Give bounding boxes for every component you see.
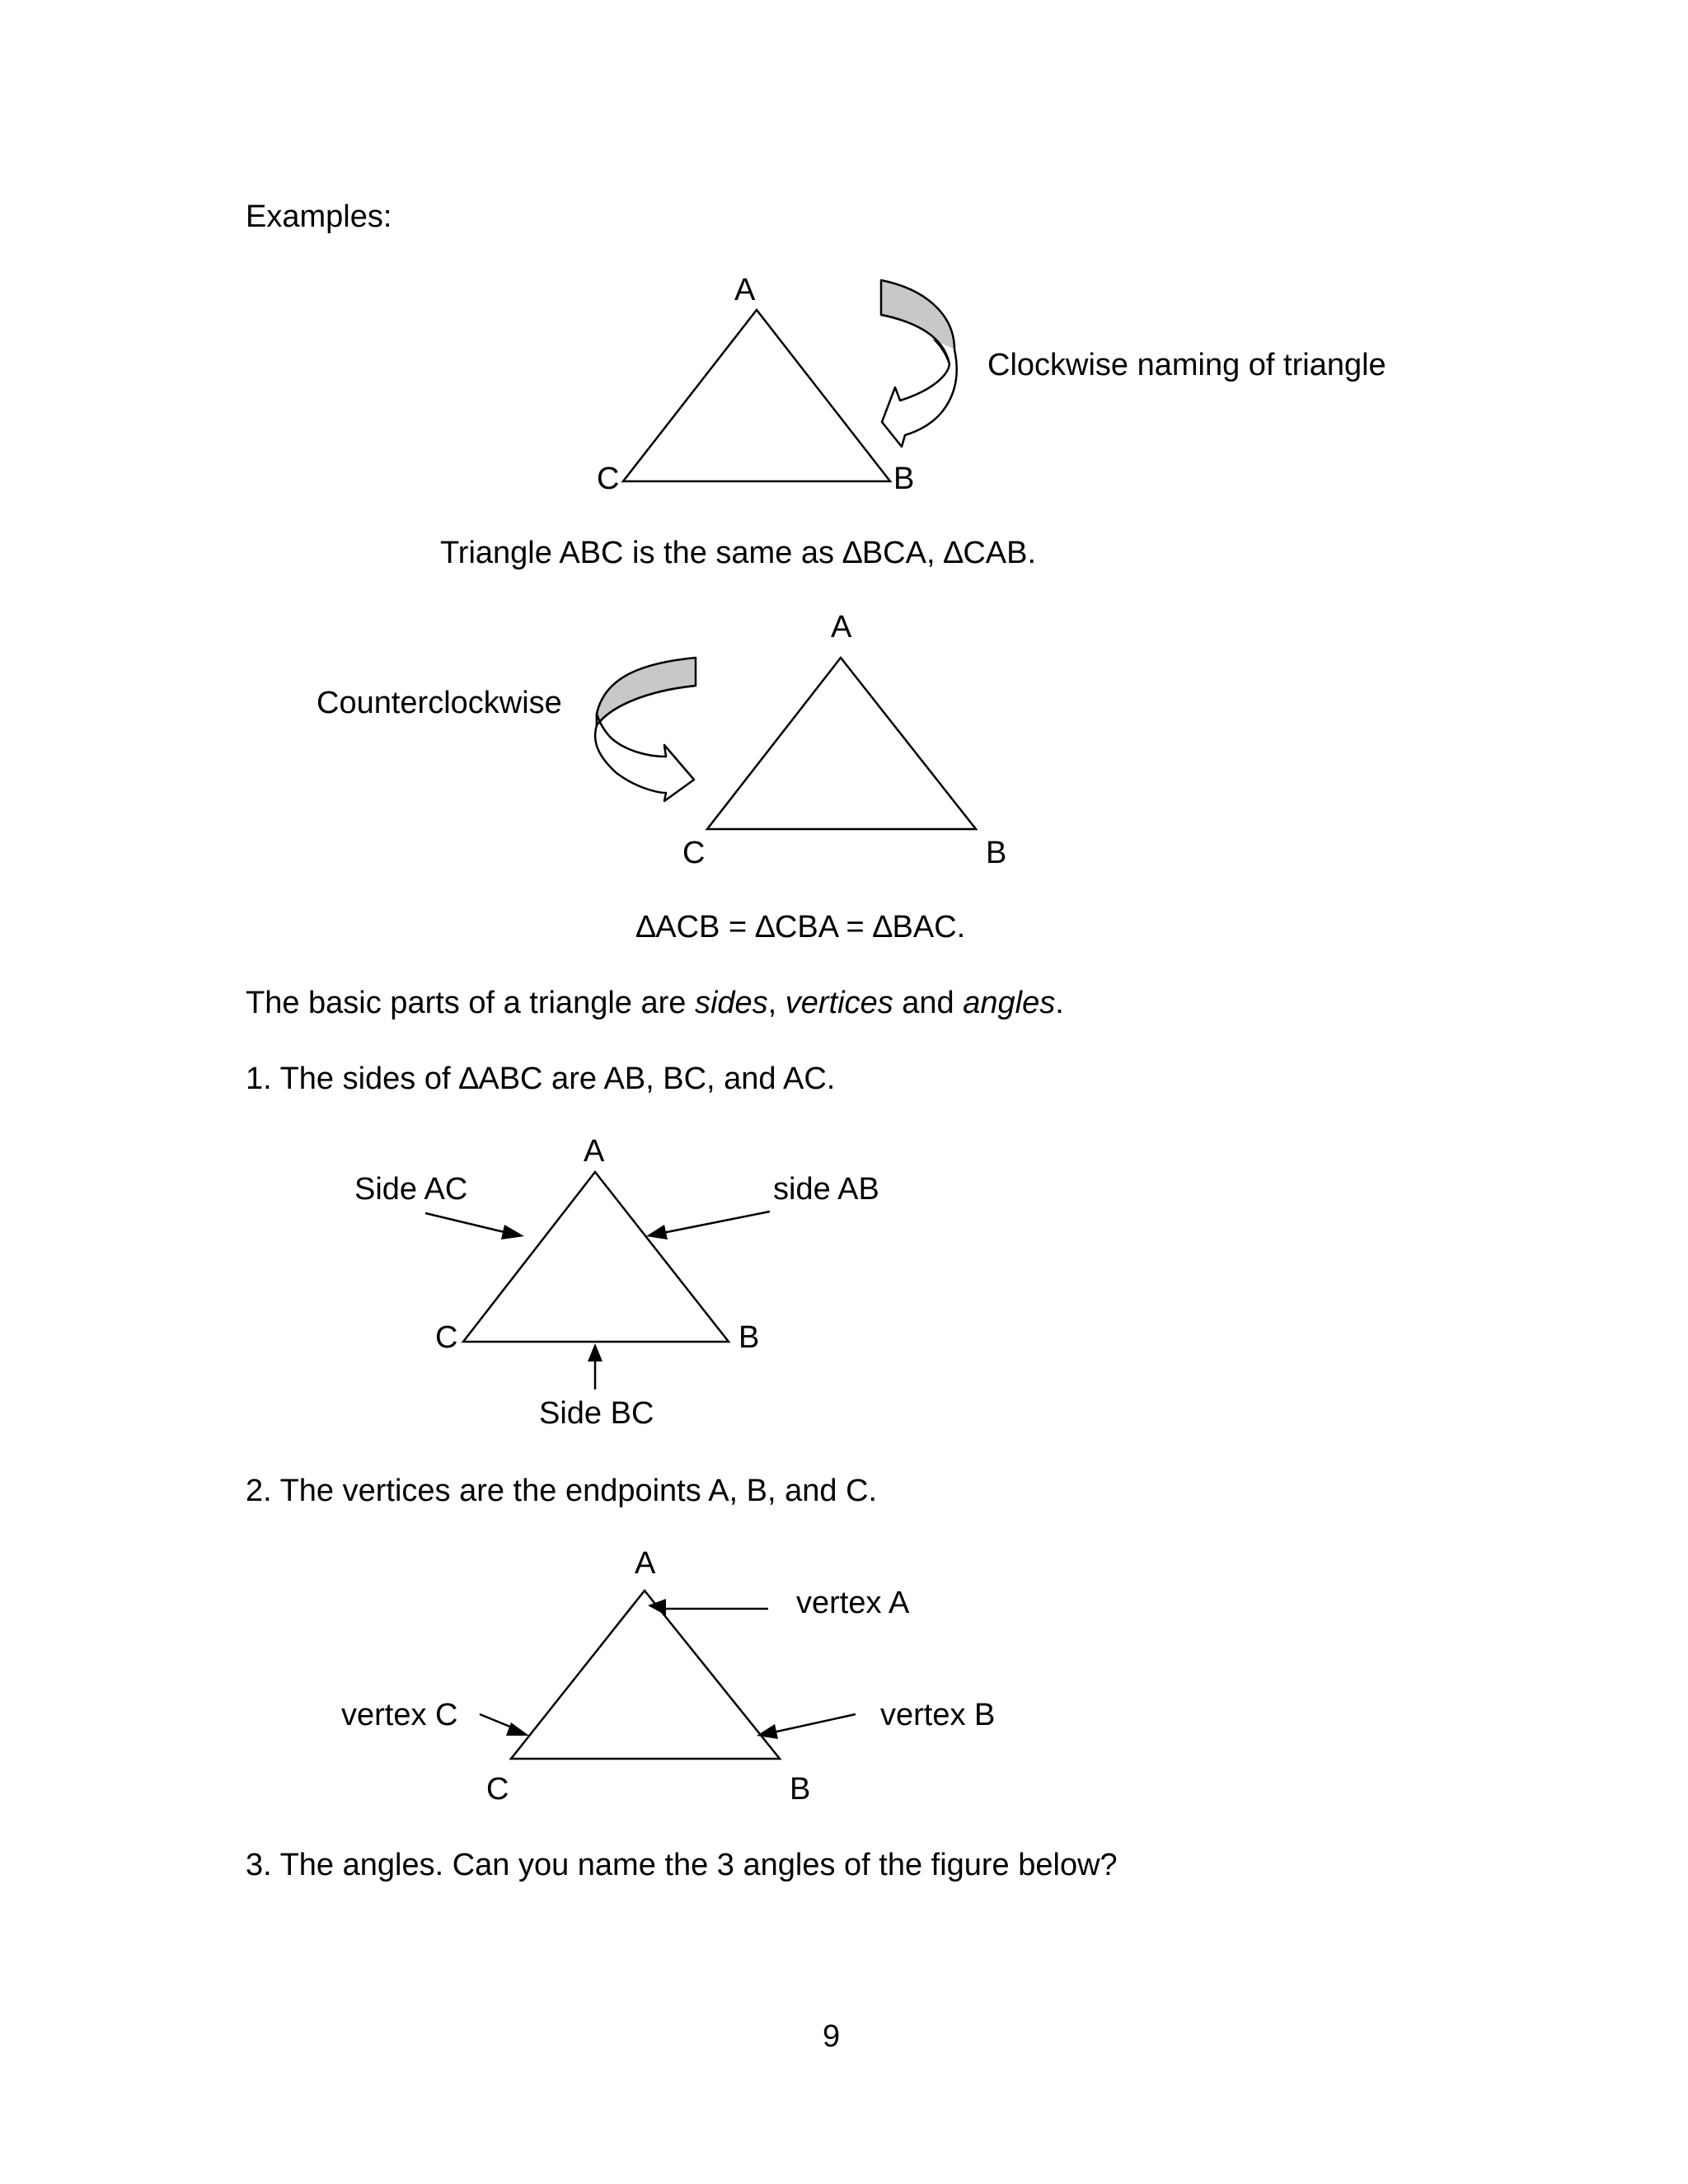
side-bc-label: Side BC <box>539 1396 654 1431</box>
vertex-a-label: A <box>635 1546 656 1581</box>
term-vertices: vertices <box>785 986 893 1020</box>
vertex-b-caption: vertex B <box>880 1698 996 1732</box>
vertex-b-label: B <box>790 1772 811 1807</box>
vertex-a-label: A <box>831 610 852 644</box>
vertex-b-arrowhead <box>757 1724 778 1739</box>
vertex-c-arrowhead <box>506 1722 529 1736</box>
page-number: 9 <box>823 2019 841 2054</box>
vertex-b-label: B <box>986 836 1007 870</box>
vertex-c-label: C <box>597 462 620 496</box>
vertex-b-arrow <box>773 1714 856 1732</box>
item-angles: 3. The angles. Can you name the 3 angles of the figure below? <box>246 1848 1118 1882</box>
vertex-c-label: C <box>486 1772 509 1807</box>
vertex-c-label: C <box>682 836 706 870</box>
side-ab-label: side AB <box>773 1172 879 1207</box>
term-angles: angles <box>963 986 1056 1020</box>
vertex-a-label: A <box>584 1134 605 1169</box>
vertex-a-label: A <box>734 273 756 307</box>
caption-counterclockwise: ∆ACB = ∆CBA = ∆BAC. <box>636 910 966 944</box>
vertex-c-label: C <box>435 1320 458 1355</box>
vertex-b-label: B <box>893 462 915 496</box>
vertex-a-arrowhead <box>648 1599 666 1615</box>
clockwise-note: Clockwise naming of triangle <box>987 348 1386 382</box>
item-vertices: 2. The vertices are the endpoints A, B, and C. <box>246 1474 878 1508</box>
item-sides: 1. The sides of ∆ABC are AB, BC, and AC. <box>246 1062 836 1096</box>
vertex-a-caption: vertex A <box>796 1586 910 1620</box>
side-ac-label: Side AC <box>354 1172 468 1207</box>
triangle-vertices <box>511 1591 780 1759</box>
intro-suffix: . <box>1055 986 1064 1020</box>
intro-sep1: , <box>767 986 785 1020</box>
term-sides: sides <box>694 986 768 1020</box>
counterclockwise-note: Counterclockwise <box>316 686 562 720</box>
vertex-b-label: B <box>738 1320 760 1355</box>
intro-prefix: The basic parts of a triangle are <box>246 986 695 1020</box>
intro-sep2: and <box>893 986 964 1020</box>
caption-clockwise: Triangle ABC is the same as ∆BCA, ∆CAB. <box>440 536 1037 570</box>
examples-heading: Examples: <box>246 199 392 234</box>
vertex-c-caption: vertex C <box>341 1698 458 1732</box>
